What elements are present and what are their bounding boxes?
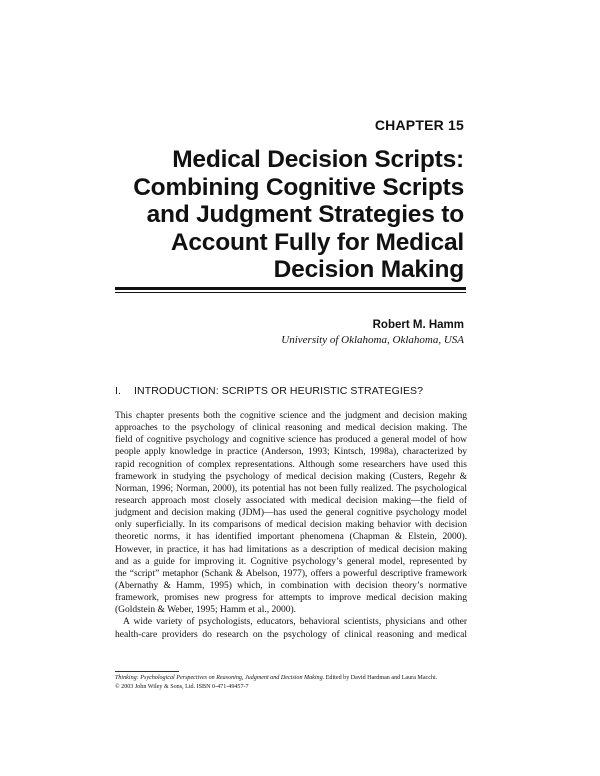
chapter-label: CHAPTER 15 — [374, 117, 464, 133]
body-line: (Abernathy & Hamm, 1995) which, in combination with decision theory’s normative — [115, 580, 467, 591]
body-line: rapid recognition of complex representations. Although some researchers have used this — [115, 459, 467, 470]
chapter-title — [104, 146, 464, 284]
body-line: health-care providers do research on the psychology of clinical reasoning and medical — [115, 629, 467, 640]
section-number: I. — [115, 385, 122, 397]
author-name: Robert M. Hamm — [372, 319, 464, 331]
title-line: Medical Decision Scripts: — [172, 146, 464, 173]
title-line: Account Fully for Medical — [170, 228, 464, 256]
body-text — [115, 410, 467, 641]
section-title: INTRODUCTION: SCRIPTS OR HEURISTIC STRATEGIES? — [134, 385, 424, 397]
author-affiliation: University of Oklahoma, Oklahoma, USA — [281, 334, 464, 346]
body-line: field of cognitive psychology and cognitive science has produced a general model of how — [115, 435, 467, 446]
body-line: people apply knowledge in practice (Anderson, 1993; Kintsch, 1998a), characterized by — [115, 447, 467, 458]
body-line: the “script” metaphor (Schank & Abelson, 1977), offers a powerful descriptive framework — [115, 568, 467, 579]
body-line: A wide variety of psychologists, educators, behavioral scientists, physicians and other — [123, 617, 467, 628]
title-line: and Judgment Strategies to — [146, 201, 464, 228]
body-line: judgment and decision making (JDM)—has used the general cognitive psychology model — [115, 508, 467, 519]
title-line: Combining Cognitive Scripts — [133, 173, 464, 201]
footnote-rule — [115, 671, 179, 672]
section-heading — [115, 385, 423, 397]
body-line: However, in practice, it has had limitations as a description of medical decision making — [115, 544, 467, 555]
book-title: Thinking: Psychological Perspectives on Reasoning, Judgment and Decision Making. — [115, 675, 325, 681]
body-line: framework in studying the psychology of medical decision making (Custers, Regehr & — [115, 471, 467, 482]
body-line: This chapter presents both the cognitive science and the judgment and decision making — [115, 411, 467, 421]
body-line: Norman, 1996; Norman, 2000), its potential has not been fully realized. The psychological — [115, 483, 467, 494]
body-line: research approach most closely associated with medical decision making—the field of — [115, 495, 467, 506]
footer-line-1 — [115, 674, 467, 683]
footer-line-2: © 2003 John Wiley & Sons, Ltd. ISBN 0-471-49457-7 — [115, 683, 249, 690]
body-line: (Goldstein & Weber, 1995; Hamm et al., 2000). — [115, 605, 296, 616]
page-footer — [115, 674, 467, 691]
body-line: theoretic norms, it has identified important phenomena (Chapman & Elstein, 2000). — [115, 532, 467, 543]
body-line: only superficially. In its comparisons of medical decision making behavior with decision — [115, 520, 467, 531]
title-rule-thin — [115, 292, 466, 293]
body-line: and as a guide for improving it. Cognitive psychology’s general model, represented by — [115, 556, 467, 567]
title-rule-thick — [115, 287, 466, 290]
title-line: Decision Making — [273, 256, 464, 283]
body-line: approaches to the psychology of clinical reasoning and medical decision making. The — [115, 423, 467, 434]
body-line: framework, promises new progress for attempts to improve medical decision making — [115, 593, 467, 604]
book-editors: Edited by David Hardman and Laura Macchi. — [324, 675, 438, 681]
